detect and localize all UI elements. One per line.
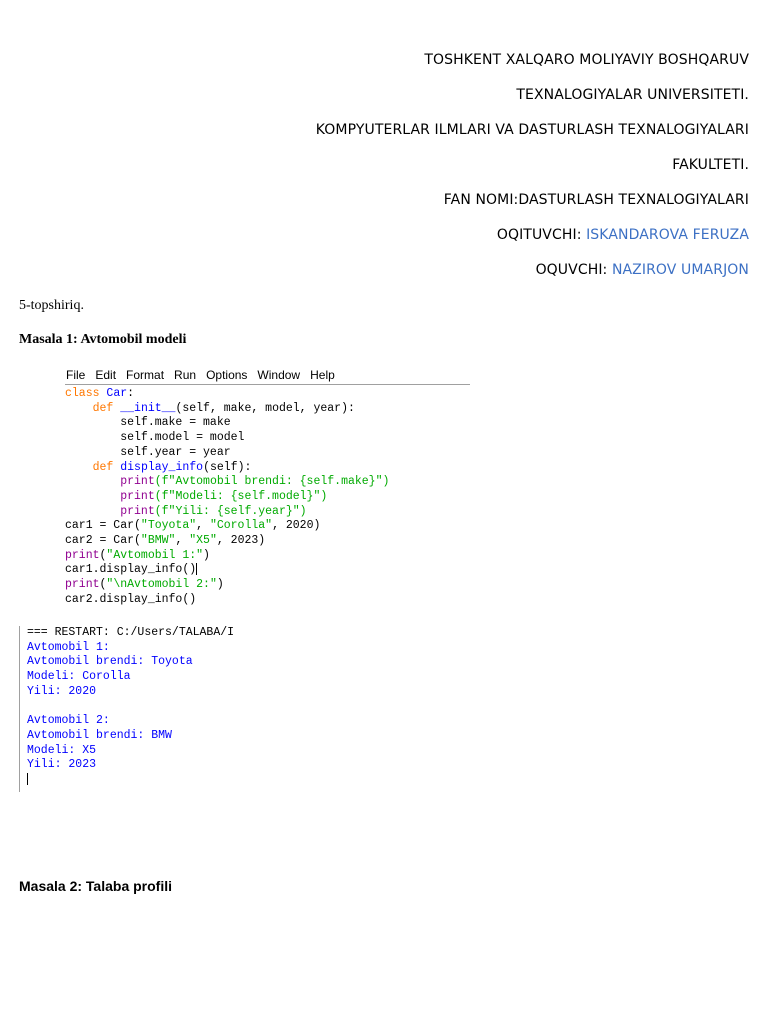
shell-output-line: Avtomobil brendi: BMW (27, 728, 172, 742)
text-cursor (196, 563, 197, 575)
code-line: car1.display_info() (65, 563, 197, 577)
code-line: car2.display_info() (65, 592, 197, 606)
code-line: self.year = year (120, 445, 231, 459)
code-line: self.make = make (120, 416, 231, 430)
student-line (536, 262, 749, 278)
code-line: self.model = model (120, 431, 245, 445)
code-line: print("Avtomobil 1:") (65, 548, 210, 562)
student-name: NAZIROV UMARJON (611, 262, 749, 278)
code-line: def display_info(self): (92, 460, 252, 474)
menu-help[interactable]: Help (310, 368, 335, 382)
shell-output-line: Avtomobil brendi: Toyota (27, 655, 193, 669)
shell-output-line: Yili: 2020 (27, 684, 97, 698)
university-name-line-2: TEXNALOGIYALAR UNIVERSITETI. (516, 87, 749, 103)
menu-run[interactable]: Run (174, 368, 197, 382)
code-line: def __init__(self, make, model, year): (92, 401, 355, 415)
code-line: print(f"Modeli: {self.model}") (120, 489, 328, 503)
editor-menubar (65, 366, 470, 385)
task-number: 5-topshiriq. (19, 298, 84, 313)
teacher-name: ISKANDAROVA FERUZA (586, 227, 749, 243)
code-line: car2 = Car("BMW", "X5", 2023) (65, 534, 266, 548)
shell-output-line: Modeli: Corolla (27, 670, 131, 684)
masala-2-heading: Masala 2: Talaba profili (19, 878, 173, 894)
faculty-line-1: KOMPYUTERLAR ILMLARI VA DASTURLASH TEXNALOGIYALARI (315, 122, 749, 138)
menu-window[interactable]: Window (257, 368, 301, 382)
university-name-line-1: TOSHKENT XALQARO MOLIYAVIY BOSHQARUV (424, 52, 749, 68)
code-line: print(f"Yili: {self.year}") (120, 504, 307, 518)
shell-prompt-line[interactable] (20, 773, 256, 788)
shell-output-line: Modeli: X5 (27, 743, 97, 757)
masala-1-heading: Masala 1: Avtomobil modeli (19, 332, 187, 347)
code-line: car1 = Car("Toyota", "Corolla", 2020) (65, 519, 321, 533)
code-line: print(f"Avtomobil brendi: {self.make}") (120, 475, 390, 489)
shell-output-line: Yili: 2023 (27, 758, 97, 772)
idle-editor-screenshot (65, 366, 470, 614)
student-label: OQUVCHI: (535, 262, 612, 278)
shell-output-line: Avtomobil 2: (27, 714, 110, 728)
code-area[interactable] (65, 387, 470, 608)
shell-restart-line: === RESTART: C:/Users/TALABA/I (27, 626, 235, 639)
code-line: class Car: (65, 387, 135, 400)
shell-cursor (27, 773, 28, 785)
subject-name: FAN NOMI:DASTURLASH TEXNALOGIYALARI (443, 192, 749, 208)
code-line: print("\nAvtomobil 2:") (65, 578, 224, 592)
teacher-line (497, 227, 749, 243)
menu-edit[interactable]: Edit (95, 368, 117, 382)
menu-options[interactable]: Options (206, 368, 248, 382)
shell-blank-line (20, 700, 256, 715)
idle-shell-output (19, 626, 256, 792)
faculty-line-2: FAKULTETI. (672, 157, 749, 173)
teacher-label: OQITUVCHI: (496, 227, 587, 243)
shell-output-line: Avtomobil 1: (27, 640, 110, 654)
menu-format[interactable]: Format (126, 368, 165, 382)
menu-file[interactable]: File (66, 368, 86, 382)
